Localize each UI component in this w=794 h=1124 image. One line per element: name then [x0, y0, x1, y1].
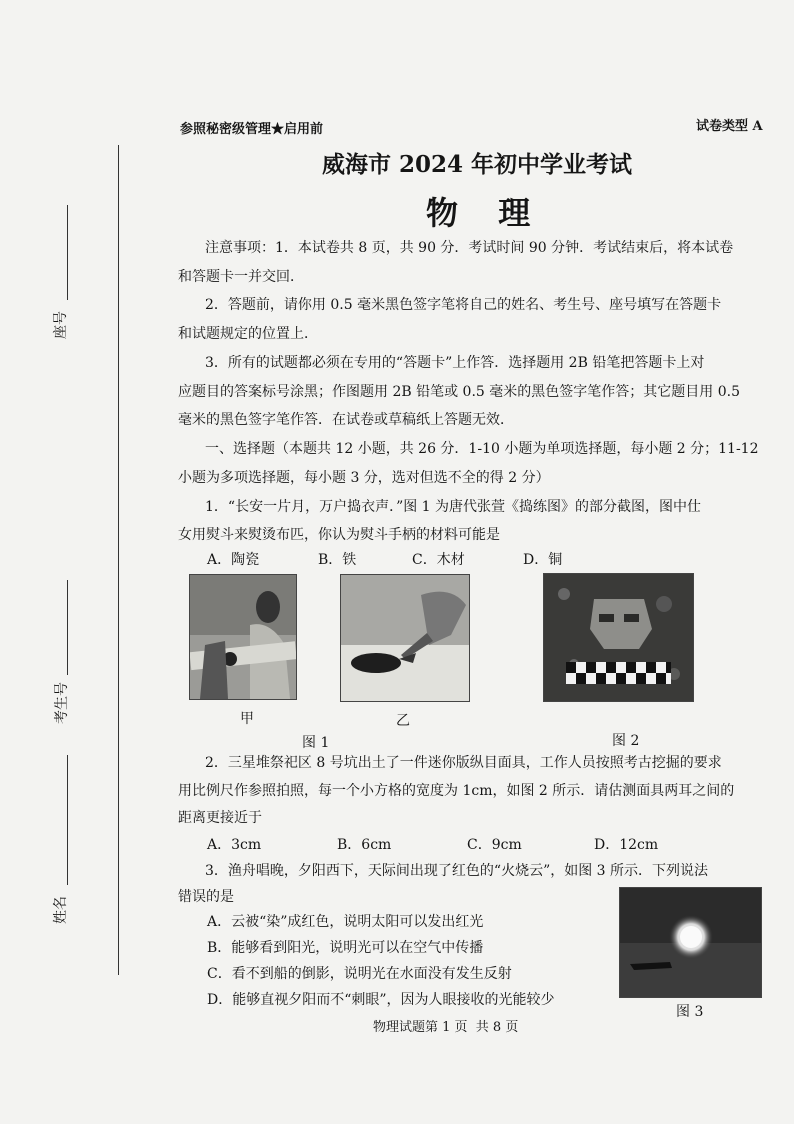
- figure3-caption: 图 3: [676, 1004, 704, 1020]
- page-footer: 物理试题第 1 页 共 8 页: [373, 1020, 519, 1035]
- q3-line-1: 3．渔舟唱晚，夕阳西下，天际间出现了红色的“火烧云”，如图 3 所示．下列说法: [205, 863, 709, 879]
- figure2-caption: 图 2: [612, 733, 640, 749]
- q2-option-d: D．12cm: [594, 837, 659, 853]
- q2-option-a: A．3cm: [207, 837, 262, 853]
- q3-option-a: A．云被“染”成红色，说明太阳可以发出红光: [207, 914, 484, 930]
- q2-option-c: C．9cm: [467, 837, 522, 853]
- q2-line-1: 2．三星堆祭祀区 8 号坑出土了一件迷你版纵目面具，工作人员按照考古挖掘的要求: [205, 755, 722, 771]
- notes-line-1: 注意事项：1．本试卷共 8 页，共 90 分．考试时间 90 分钟．考试结束后，将本试卷: [205, 240, 734, 256]
- figure1-yi-label: 乙: [396, 713, 410, 729]
- q1-option-a: A．陶瓷: [207, 552, 260, 568]
- notes-line-7: 毫米的黑色签字笔作答．在试卷或草稿纸上答题无效．: [178, 412, 514, 428]
- seat-label: 座号: [53, 311, 69, 339]
- q2-option-b: B．6cm: [337, 837, 392, 853]
- seat-line: [67, 205, 68, 300]
- exam-title: 威海市 2024 年初中学业考试: [321, 151, 633, 178]
- q1-option-b: B．铁: [318, 552, 357, 568]
- q3-option-b: B．能够看到阳光，说明光可以在空气中传播: [207, 940, 484, 956]
- q2-line-2: 用比例尺作参照拍照，每一个小方格的宽度为 1cm，如图 2 所示．请估测面具两耳之间的: [178, 783, 735, 799]
- figure1-jia-photo: [189, 574, 297, 700]
- name-line: [67, 755, 68, 885]
- subject-title: 物 理: [426, 194, 537, 232]
- q1-option-d: D．铜: [523, 552, 563, 568]
- notes-line-6: 应题目的答案标号涂黑；作图题用 2B 铅笔或 0.5 毫米的黑色签字笔作答；其它题目用 0.5: [178, 384, 740, 400]
- exam-no-label: 考生号: [54, 682, 70, 724]
- figure1-yi-photo: [340, 574, 470, 702]
- q3-line-2: 错误的是: [178, 889, 234, 905]
- name-label: 姓名: [53, 896, 69, 924]
- exam-no-line: [67, 580, 68, 675]
- q1-option-c: C．木材: [412, 552, 465, 568]
- paper-type: 试卷类型 A: [696, 119, 763, 134]
- binding-line: [118, 145, 119, 975]
- q2-line-3: 距离更接近于: [178, 810, 262, 826]
- section-line-1: 一、选择题（本题共 12 小题，共 26 分．1-10 小题为单项选择题，每小题 2 分；11-12: [205, 441, 759, 457]
- figure1-jia-label: 甲: [240, 711, 254, 727]
- q1-line-2: 女用熨斗来熨烫布匹，你认为熨斗手柄的材料可能是: [178, 527, 500, 543]
- notes-line-5: 3．所有的试题都必须在专用的“答题卡”上作答．选择题用 2B 铅笔把答题卡上对: [205, 355, 705, 371]
- notes-line-3: 2．答题前，请你用 0.5 毫米黑色签字笔将自己的姓名、考生号、座号填写在答题卡: [205, 297, 722, 313]
- q1-line-1: 1．“长安一片月，万户捣衣声．”图 1 为唐代张萱《捣练图》的部分截图，图中仕: [205, 499, 702, 515]
- figure1-caption: 图 1: [302, 735, 330, 751]
- confidential-note: 参照秘密级管理★启用前: [180, 122, 324, 137]
- q3-option-d: D．能够直视夕阳而不“刺眼”，因为人眼接收的光能较少: [207, 992, 555, 1008]
- figure2-photo: [543, 573, 694, 702]
- q3-option-c: C．看不到船的倒影，说明光在水面没有发生反射: [207, 966, 512, 982]
- notes-line-2: 和答题卡一并交回．: [178, 269, 304, 285]
- section-line-2: 小题为多项选择题，每小题 3 分，选对但选不全的得 2 分）: [178, 470, 550, 486]
- notes-line-4: 和试题规定的位置上．: [178, 326, 318, 342]
- figure3-photo: [619, 887, 762, 998]
